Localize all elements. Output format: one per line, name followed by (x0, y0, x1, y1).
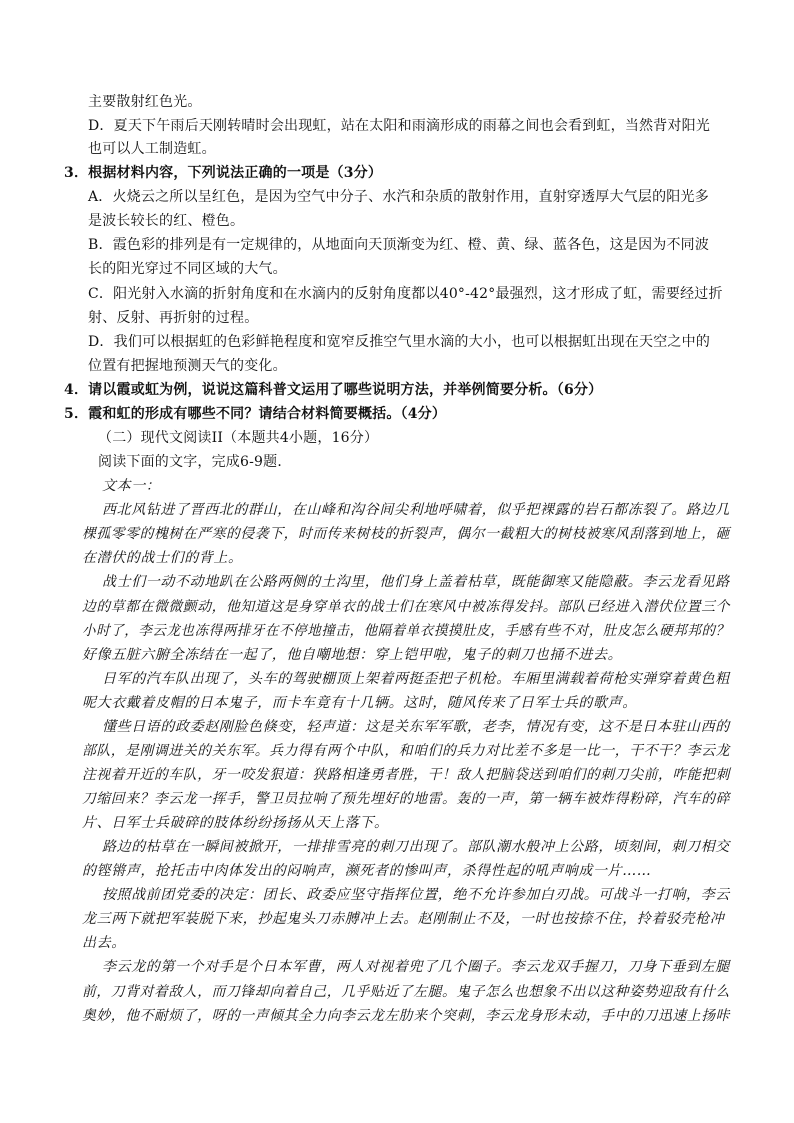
story-line: 的铿锵声，抢托击中肉体发出的闷响声，濒死者的惨叫声，杀得性起的吼声响成一片…… (82, 863, 652, 879)
story-line: 边的草都在微微颤动，他知道这是身穿单衣的战士们在寒风中被冻得发抖。部队已经进入潜伏位置三个 (82, 599, 730, 615)
story-line: 按照战前团党委的决定：团长、政委应坚守指挥位置，绝不允许参加白刃战。可战斗一打响，李云 (102, 887, 730, 903)
q3-option-a-line-2: 是波长较长的红、橙色。 (88, 213, 245, 229)
q3-option-d-line-1: D．我们可以根据虹的色彩鲜艳程度和宽窄反推空气里水滴的大小，也可以根据虹出现在天空之中的 (88, 334, 711, 350)
reading-instruction: 阅读下面的文字，完成6-9题． (98, 454, 292, 470)
text-one-label: 文本一： (102, 478, 161, 494)
story-line: 日军的汽车队出现了，头车的驾驶棚顶上架着两挺歪把子机枪。车厢里满载着荷枪实弹穿着黄色粗 (102, 671, 730, 687)
option-d-line-1: D．夏天下午雨后天刚转晴时会出现虹，站在太阳和雨滴形成的雨幕之间也会看到虹，当然背对阳光 (88, 118, 711, 134)
story-line: 李云龙的第一个对手是个日本军曹，两人对视着兜了几个圈子。李云龙双手握刀，刀身下垂到左腿 (102, 959, 730, 975)
story-line: 注视着开近的车队，牙一咬发狠道：狭路相逢勇者胜，干！敌人把脑袋送到咱们的刺刀尖前，咋能把刺 (82, 767, 730, 783)
story-line: 懂些日语的政委赵刚脸色倏变，轻声道：这是关东军军歌，老李，情况有变，这不是日本驻山西的 (102, 719, 730, 735)
story-line: 在潜伏的战士们的背上。 (82, 550, 243, 566)
story-line: 出去。 (82, 935, 126, 951)
question-4: 4．请以霞或虹为例，说说这篇科普文运用了哪些说明方法，并举例简要分析。（6分） (64, 382, 603, 398)
story-line: 片、日军士兵破碎的肢体纷纷扬扬从天上落下。 (82, 815, 389, 831)
story-line: 棵孤零零的槐树在严寒的侵袭下，时而传来树枝的折裂声，偶尔一截粗大的树枝被寒风刮落到地上，砸 (82, 526, 730, 542)
q3-option-c-line-2: 射、反射、再折射的过程。 (88, 310, 259, 326)
option-c-continuation: 主要散射红色光。 (88, 94, 202, 110)
q3-option-a-line-1: A．火烧云之所以呈红色，是因为空气中分子、水汽和杂质的散射作用，直射穿透厚大气层的阳光多 (88, 189, 709, 205)
story-line: 西北风钻进了晋西北的群山，在山峰和沟谷间尖利地呼啸着，似乎把裸露的岩石都冻裂了。路边几 (102, 502, 730, 518)
story-line: 呢大衣戴着皮帽的日本鬼子，而卡车竟有十几辆。这时，随风传来了日军士兵的歌声。 (82, 695, 637, 711)
story-line: 战士们一动不动地趴在公路两侧的土沟里，他们身上盖着枯草，既能御寒又能隐蔽。李云龙看见路 (102, 574, 730, 590)
story-line: 刀缩回来？李云龙一挥手，警卫员拉响了预先埋好的地雷。轰的一声，第一辆车被炸得粉碎，汽车的碎 (82, 791, 730, 807)
story-line: 奥妙，他不耐烦了，呀的一声倾其全力向李云龙左肋来个突刺，李云龙身形未动，手中的刀迅速上扬咔 (82, 1008, 730, 1024)
story-line: 路边的枯草在一瞬间被掀开，一排排雪亮的刺刀出现了。部队潮水般冲上公路，顷刻间，刺刀相交 (102, 839, 730, 855)
q3-option-d-line-2: 位置有把握地预测天气的变化。 (88, 358, 287, 374)
story-line: 好像五脏六腑全冻结在一起了，他自嘲地想：穿上铠甲啦，鬼子的刺刀也捅不进去。 (82, 647, 623, 663)
q3-option-b-line-1: B．霞色彩的排列是有一定规律的，从地面向天顶渐变为红、橙、黄、绿、蓝各色，这是因为不同波 (88, 237, 710, 253)
section-heading: （二）现代文阅读II（本题共4小题，16分） (98, 430, 379, 446)
question-5: 5．霞和虹的形成有哪些不同？请结合材料简要概括。（4分） (64, 406, 447, 422)
q3-option-b-line-2: 长的阳光穿过不同区域的大气。 (88, 261, 287, 277)
story-line: 龙三两下就把军装脱下来，抄起鬼头刀赤膊冲上去。赵刚制止不及，一时也按捺不住，拎着驳壳枪冲 (82, 911, 725, 927)
q3-option-c-line-1: C．阳光射入水滴的折射角度和在水滴内的反射角度都以40°-42°最强烈，这才形成了虹，需要经过折 (88, 286, 723, 302)
question-3-stem: 3．根据材料内容，下列说法正确的一项是（3分） (64, 165, 383, 181)
story-line: 小时了，李云龙也冻得两排牙在不停地撞击，他隔着单衣摸摸肚皮，手感有些不对，肚皮怎么硬邦邦的？ (82, 623, 730, 639)
story-line: 前，刀背对着敌人，而刀锋却向着自己，几乎贴近了左腿。鬼子怎么也想象不出以这种姿势迎敌有什么 (82, 984, 730, 1000)
option-d-line-2: 也可以人工制造虹。 (88, 141, 216, 157)
story-line: 部队，是刚调进关的关东军。兵力得有两个中队，和咱们的兵力对比差不多是一比一，干不干？李云龙 (82, 743, 730, 759)
